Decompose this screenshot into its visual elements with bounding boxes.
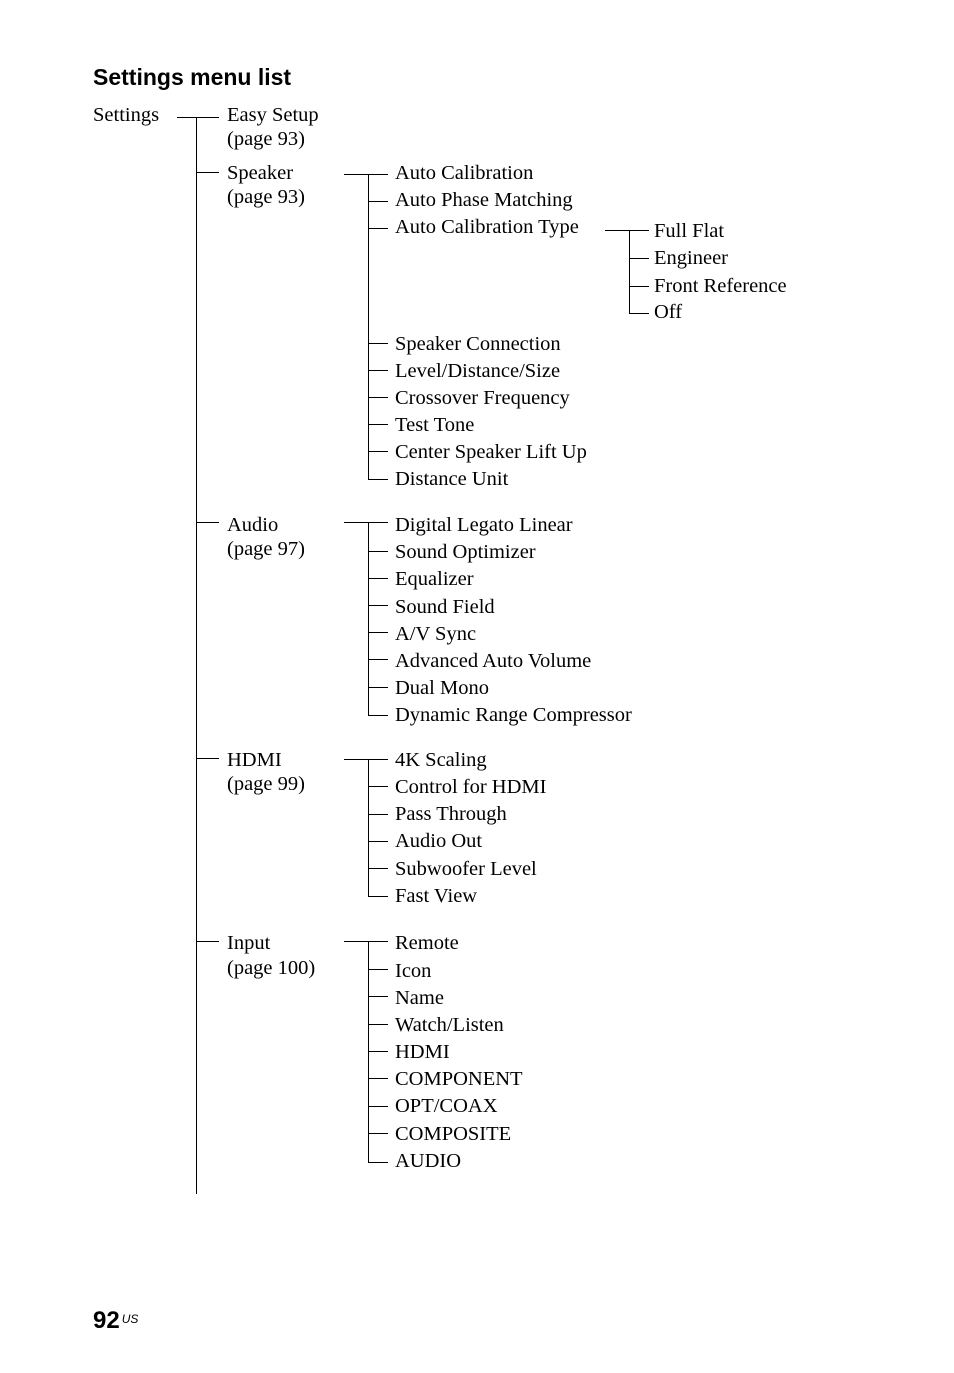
menu-item: AUDIO xyxy=(395,1150,462,1172)
menu-item: OPT/COAX xyxy=(395,1095,498,1117)
item-tick xyxy=(368,841,388,842)
speaker-connector xyxy=(196,172,219,173)
menu-item: Icon xyxy=(395,960,432,982)
category-name: HDMI xyxy=(227,749,282,771)
item-tick xyxy=(368,996,388,997)
branch-connector xyxy=(344,941,368,942)
item-tick xyxy=(629,313,649,314)
menu-item: Equalizer xyxy=(395,568,474,590)
item-tick xyxy=(368,522,388,523)
page-title: Settings menu list xyxy=(93,64,292,90)
calibration-type-option: Off xyxy=(654,301,683,323)
item-tick xyxy=(368,174,388,175)
item-tick xyxy=(368,941,388,942)
category-page-ref: (page 99) xyxy=(227,773,305,795)
menu-item: Test Tone xyxy=(395,414,475,436)
item-tick xyxy=(368,605,388,606)
hdmi-connector xyxy=(196,758,219,759)
item-tick xyxy=(629,286,649,287)
category-page-ref: (page 93) xyxy=(227,128,305,150)
category-name: Speaker xyxy=(227,162,294,184)
menu-item: Dual Mono xyxy=(395,677,489,699)
page-number-value: 92 xyxy=(93,1307,120,1334)
menu-item: Audio Out xyxy=(395,830,483,852)
menu-item: Pass Through xyxy=(395,803,507,825)
menu-item: Control for HDMI xyxy=(395,776,547,798)
menu-item: Advanced Auto Volume xyxy=(395,650,592,672)
category-name: Audio xyxy=(227,514,279,536)
input-connector xyxy=(196,941,219,942)
tree-root-label: Settings xyxy=(93,104,160,126)
item-tick xyxy=(368,370,388,371)
branch-connector xyxy=(344,174,368,175)
branch-connector xyxy=(344,522,368,523)
menu-item: Digital Legato Linear xyxy=(395,514,573,536)
item-tick xyxy=(368,1051,388,1052)
item-tick xyxy=(368,451,388,452)
item-tick xyxy=(368,1106,388,1107)
item-tick xyxy=(368,201,388,202)
item-tick xyxy=(368,228,388,229)
item-tick xyxy=(629,230,649,231)
item-tick xyxy=(368,1078,388,1079)
category-page-ref: (page 93) xyxy=(227,186,305,208)
menu-item: Watch/Listen xyxy=(395,1014,504,1036)
category-name: Input xyxy=(227,932,271,954)
subbranch-trunk xyxy=(629,230,630,313)
root-connector xyxy=(177,117,219,118)
item-tick xyxy=(368,1024,388,1025)
item-tick xyxy=(368,1133,388,1134)
menu-item: Fast View xyxy=(395,885,478,907)
page-number xyxy=(93,1306,138,1336)
menu-item: Sound Field xyxy=(395,596,495,618)
menu-item: Crossover Frequency xyxy=(395,387,570,409)
category-page-ref: (page 97) xyxy=(227,538,305,560)
menu-item: Remote xyxy=(395,932,459,954)
menu-item: 4K Scaling xyxy=(395,749,487,771)
item-tick xyxy=(368,896,388,897)
calibration-type-option: Full Flat xyxy=(654,220,725,242)
audio-connector xyxy=(196,522,219,523)
menu-item: Speaker Connection xyxy=(395,333,561,355)
menu-item: Distance Unit xyxy=(395,468,509,490)
menu-item: Auto Calibration xyxy=(395,162,534,184)
menu-item: A/V Sync xyxy=(395,623,477,645)
branch-connector xyxy=(344,759,368,760)
menu-item: Auto Calibration Type xyxy=(395,216,579,238)
item-tick xyxy=(368,868,388,869)
item-tick xyxy=(368,551,388,552)
page-region-suffix: US xyxy=(121,1312,139,1326)
menu-item: Level/Distance/Size xyxy=(395,360,561,382)
item-tick xyxy=(368,759,388,760)
item-tick xyxy=(368,687,388,688)
item-tick xyxy=(368,786,388,787)
subbranch-connector xyxy=(605,230,629,231)
calibration-type-option: Engineer xyxy=(654,247,728,269)
menu-item: COMPONENT xyxy=(395,1068,523,1090)
menu-item: Dynamic Range Compressor xyxy=(395,704,632,726)
menu-item: HDMI xyxy=(395,1041,450,1063)
menu-item: Subwoofer Level xyxy=(395,858,537,880)
root-trunk xyxy=(196,117,197,1194)
item-tick xyxy=(368,1162,388,1163)
category-page-ref: (page 100) xyxy=(227,957,316,979)
item-tick xyxy=(368,343,388,344)
item-tick xyxy=(368,659,388,660)
category-name: Easy Setup xyxy=(227,104,319,126)
menu-item: Name xyxy=(395,987,444,1009)
branch-trunk xyxy=(368,174,369,480)
menu-item: Auto Phase Matching xyxy=(395,189,573,211)
item-tick xyxy=(368,479,388,480)
item-tick xyxy=(368,969,388,970)
calibration-type-option: Front Reference xyxy=(654,275,787,297)
menu-item: Center Speaker Lift Up xyxy=(395,441,587,463)
menu-item: Sound Optimizer xyxy=(395,541,536,563)
item-tick xyxy=(368,632,388,633)
item-tick xyxy=(368,814,388,815)
menu-item: COMPOSITE xyxy=(395,1123,512,1145)
item-tick xyxy=(368,424,388,425)
item-tick xyxy=(368,397,388,398)
branch-trunk xyxy=(368,759,369,896)
item-tick xyxy=(368,715,388,716)
item-tick xyxy=(629,258,649,259)
item-tick xyxy=(368,578,388,579)
